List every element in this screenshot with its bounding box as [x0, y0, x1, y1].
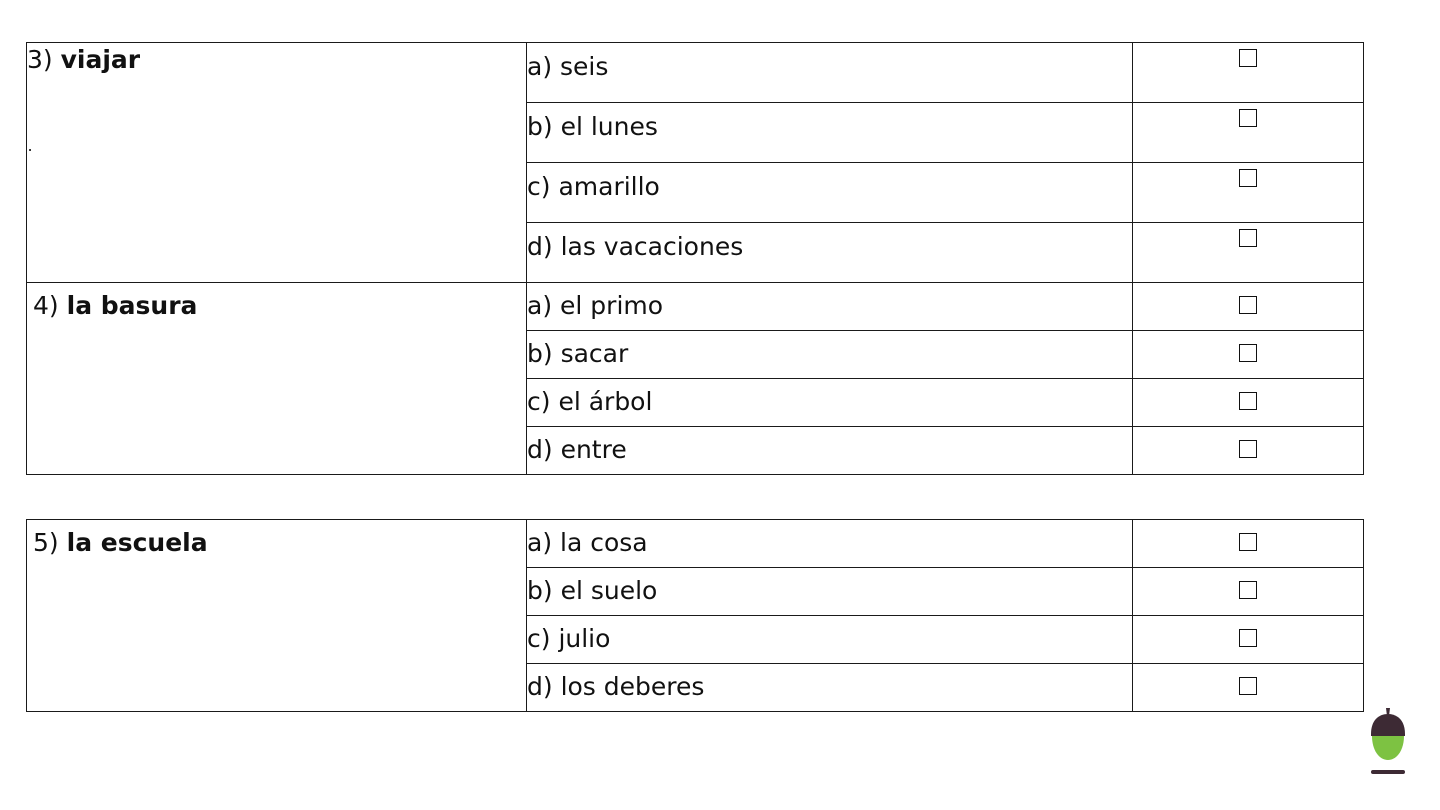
option-checkbox[interactable]	[1239, 344, 1257, 362]
option-label: d) los deberes	[527, 664, 1133, 712]
option-checkbox[interactable]	[1239, 440, 1257, 458]
question-word: la escuela	[66, 528, 208, 557]
acorn-cap	[1371, 714, 1405, 736]
option-checkbox[interactable]	[1239, 229, 1257, 247]
question-table-2	[26, 519, 1364, 712]
option-checkbox[interactable]	[1239, 49, 1257, 67]
question-number: 4)	[33, 291, 59, 320]
option-row	[27, 520, 1364, 568]
option-label: b) el suelo	[527, 568, 1133, 616]
option-checkbox[interactable]	[1239, 296, 1257, 314]
acorn-icon	[1367, 706, 1409, 778]
option-label: c) el árbol	[527, 379, 1133, 427]
question-word: viajar	[60, 45, 141, 74]
acorn-nut	[1372, 736, 1404, 760]
option-row	[27, 43, 1364, 103]
question-table-1	[26, 42, 1364, 475]
option-checkbox[interactable]	[1239, 677, 1257, 695]
option-checkbox[interactable]	[1239, 533, 1257, 551]
option-label: b) sacar	[527, 331, 1133, 379]
option-checkbox[interactable]	[1239, 581, 1257, 599]
question-3-prompt-cell	[27, 43, 527, 283]
option-label: a) la cosa	[527, 520, 1133, 568]
option-label: c) julio	[527, 616, 1133, 664]
question-number: 5)	[33, 528, 59, 557]
option-label: c) amarillo	[527, 163, 1133, 223]
option-checkbox[interactable]	[1239, 629, 1257, 647]
question-4-prompt-cell	[27, 283, 527, 475]
acorn-base	[1371, 770, 1405, 774]
question-5-prompt-cell	[27, 520, 527, 712]
option-label: d) entre	[527, 427, 1133, 475]
option-label: a) el primo	[527, 283, 1133, 331]
option-label: b) el lunes	[527, 103, 1133, 163]
option-row	[27, 283, 1364, 331]
option-checkbox[interactable]	[1239, 392, 1257, 410]
option-checkbox[interactable]	[1239, 169, 1257, 187]
question-number: 3)	[27, 45, 53, 74]
option-label: d) las vacaciones	[527, 223, 1133, 283]
stray-mark: .	[27, 135, 33, 155]
option-label: a) seis	[527, 43, 1133, 103]
option-checkbox[interactable]	[1239, 109, 1257, 127]
question-word: la basura	[66, 291, 198, 320]
